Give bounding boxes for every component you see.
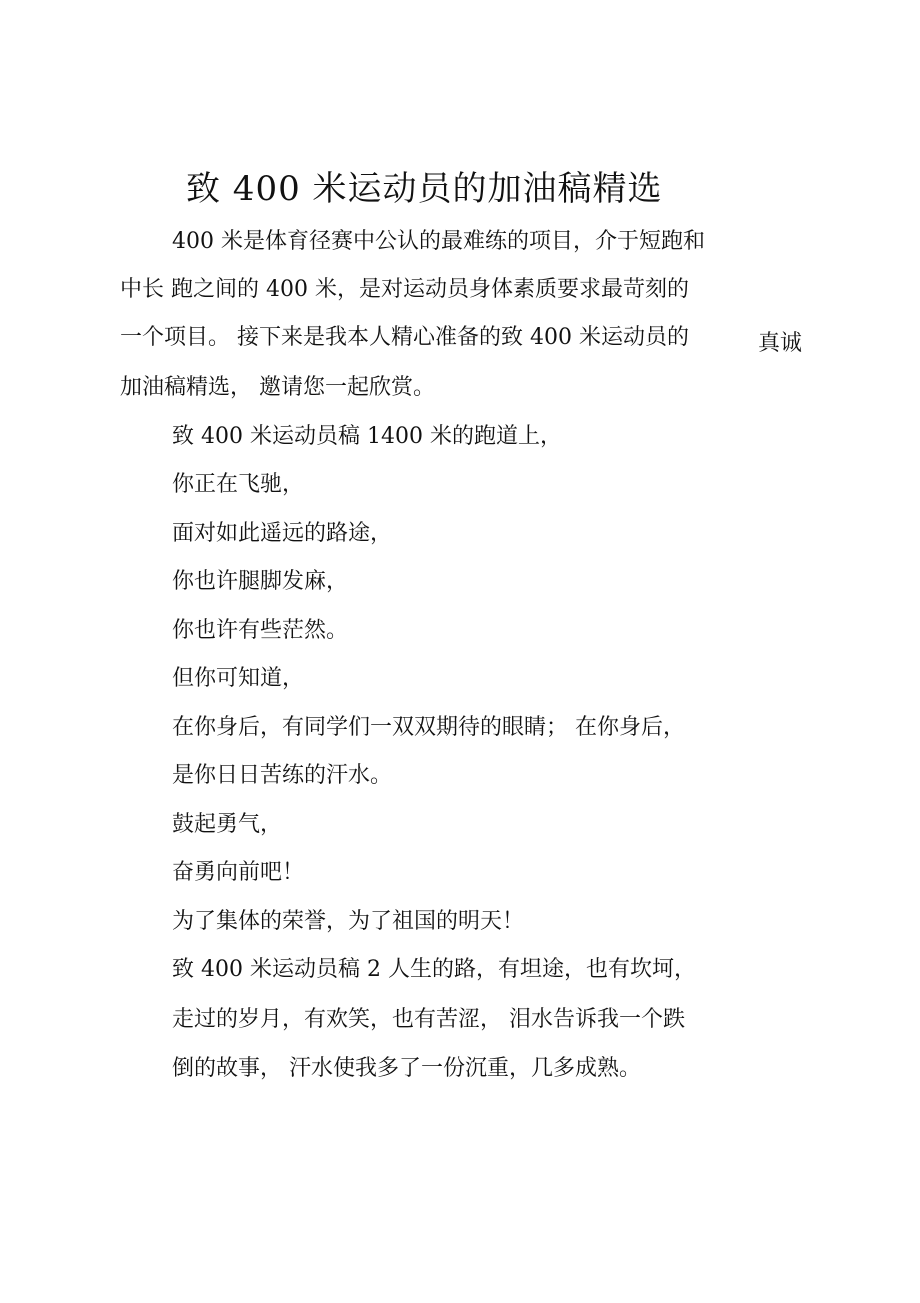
body-line: 走过的岁月，有欢笑，也有苦涩， 泪水告诉我一个跌 xyxy=(172,1007,685,1032)
body-line: 在你身后，有同学们一双双期待的眼睛； 在你身后， xyxy=(172,715,685,740)
body-line: 是你日日苦练的汗水。 xyxy=(172,763,393,788)
body-line: 致 400 米运动员稿 2 人生的路，有坦途，也有坎坷， xyxy=(172,957,696,982)
body-line: 你也许有些茫然。 xyxy=(172,618,349,643)
intro-line: 中长 跑之间的 400 米，是对运动员身体素质要求最苛刻的 xyxy=(120,277,689,302)
body-line: 你也许腿脚发麻， xyxy=(172,569,349,594)
body-line: 奋勇向前吧！ xyxy=(172,860,305,885)
body-line: 致 400 米运动员稿 1400 米的跑道上， xyxy=(172,424,562,449)
document-title: 致 400 米运动员的加油稿精选 xyxy=(186,169,663,209)
intro-line: 一个项目。 接下来是我本人精心准备的致 400 米运动员的 xyxy=(120,325,689,350)
body-line: 为了集体的荣誉，为了祖国的明天！ xyxy=(172,909,525,934)
intro-margin-note: 真诚 xyxy=(758,331,803,356)
body-line: 你正在飞驰， xyxy=(172,472,305,497)
body-line: 但你可知道， xyxy=(172,666,305,691)
body-line: 倒的故事， 汗水使我多了一份沉重，几多成熟。 xyxy=(172,1056,641,1081)
intro-line: 400 米是体育径赛中公认的最难练的项目，介于短跑和 xyxy=(172,229,705,254)
body-line: 鼓起勇气， xyxy=(172,812,283,837)
intro-line: 加油稿精选， 邀请您一起欣赏。 xyxy=(120,375,435,400)
body-line: 面对如此遥远的路途， xyxy=(172,521,393,546)
